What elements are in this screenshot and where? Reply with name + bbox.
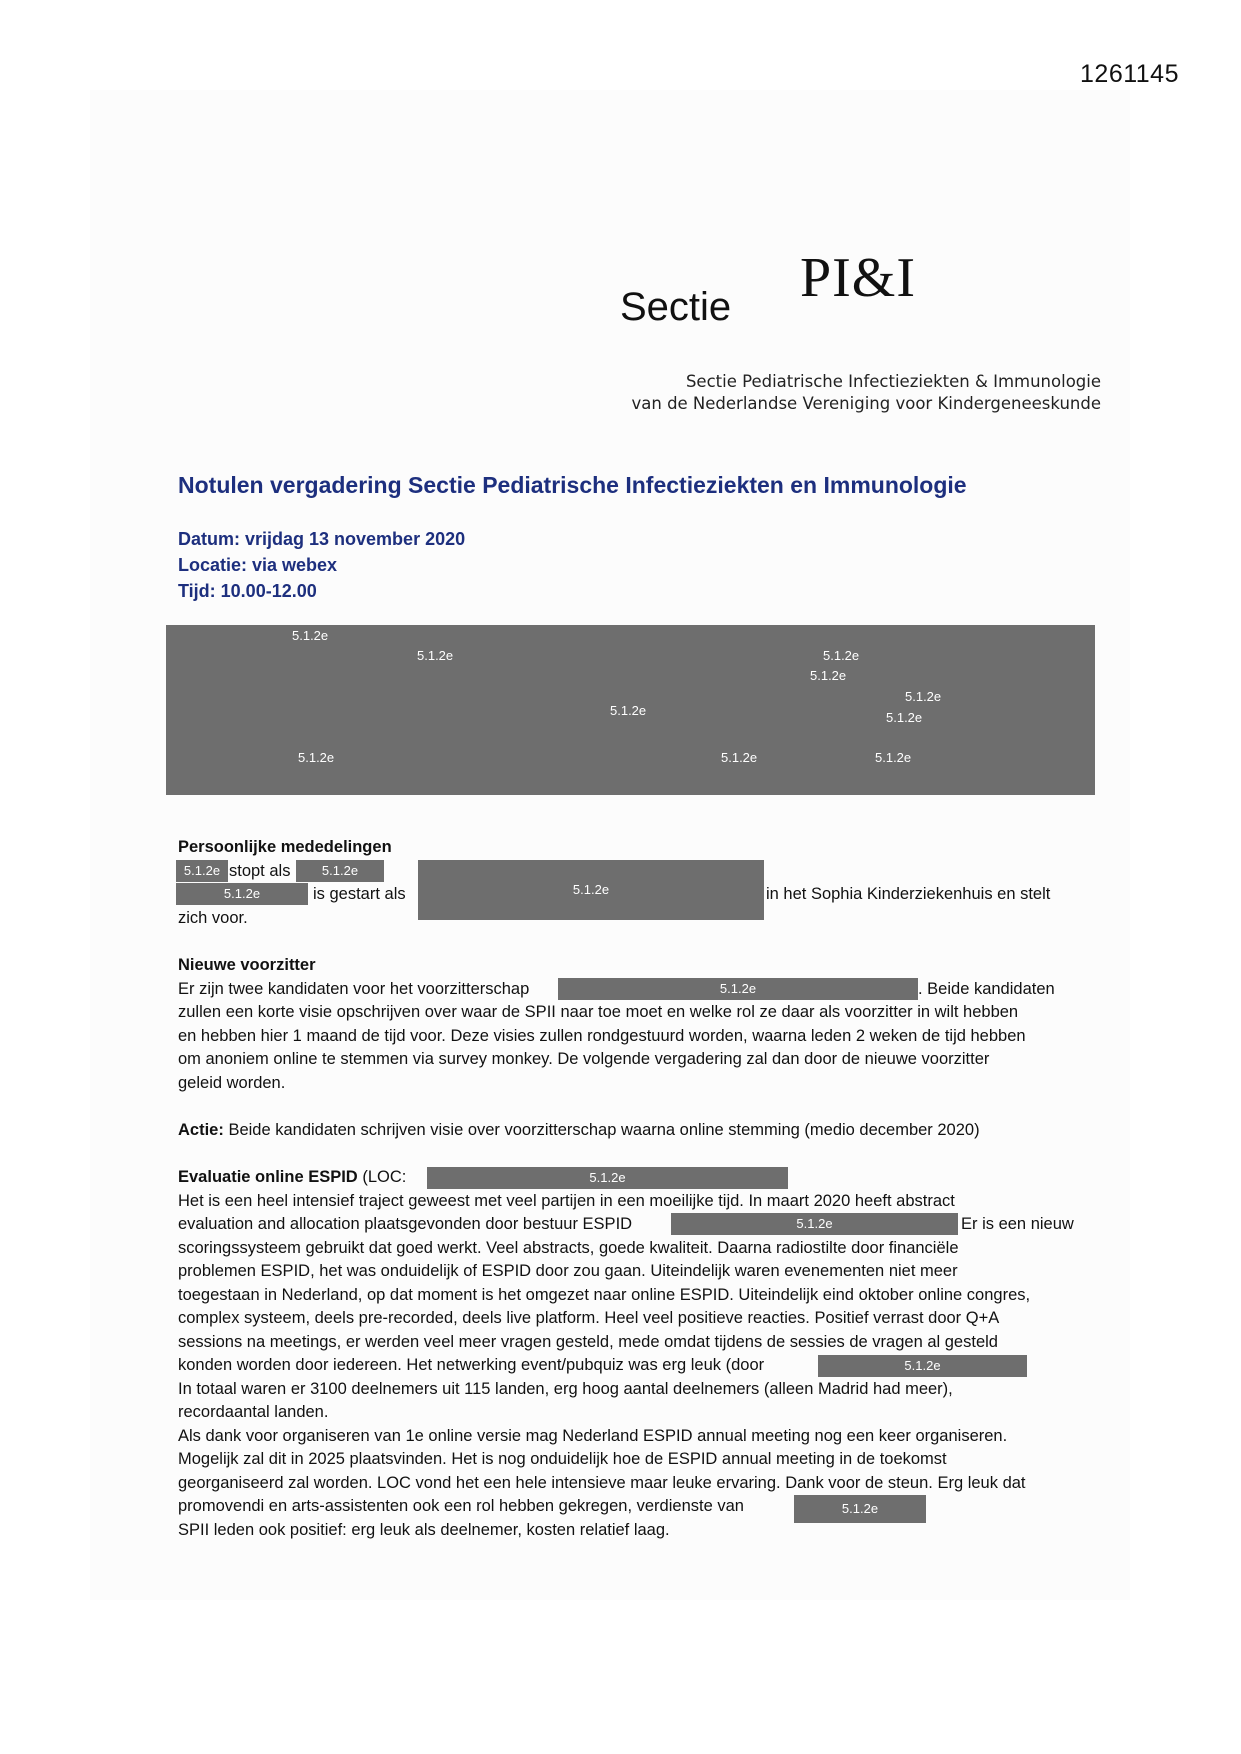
- voorzitter-line: en hebben hier 1 maand de tijd voor. Deze visies zullen rondgestuurd worden, waarna leden 2 weken de tijd hebben: [178, 1027, 1026, 1045]
- voorzitter-line1-post: . Beide kandidaten: [918, 980, 1055, 998]
- sectie-label: Sectie: [620, 285, 732, 329]
- redaction-box: 5.1.2e: [794, 1495, 926, 1523]
- espid-last-line: SPII leden ook positief: erg leuk als deelnemer, kosten relatief laag.: [178, 1521, 670, 1539]
- espid-line2-post: Er is een nieuw: [961, 1215, 1074, 1233]
- actie-line: [178, 1121, 980, 1140]
- voorzitter-line1-pre: Er zijn twee kandidaten voor het voorzitterschap: [178, 980, 530, 998]
- espid-pubquiz-line: konden worden door iedereen. Het netwerking event/pubquiz was erg leuk (door: [178, 1356, 765, 1374]
- text-sophia: in het Sophia Kinderziekenhuis en stelt: [766, 885, 1051, 903]
- redaction-box: 5.1.2e: [671, 1213, 958, 1235]
- loc-label: (LOC:: [362, 1168, 407, 1186]
- voorzitter-line: om anoniem online te stemmen via survey monkey. De volgende vergadering zal dan door de nieuwe voorzitter: [178, 1050, 990, 1068]
- section-heading-espid: Evaluatie online ESPID: [178, 1168, 358, 1186]
- espid-line: recordaantal landen.: [178, 1403, 329, 1421]
- espid-line: georganiseerd zal worden. LOC vond het een hele intensieve maar leuke ervaring. Dank voor de steun. Erg leuk dat: [178, 1474, 1026, 1492]
- redaction-box: 5.1.2e: [296, 860, 384, 882]
- redaction-box: 5.1.2e: [558, 978, 918, 1000]
- espid-line: Het is een heel intensief traject geweest met veel partijen in een moeilijke tijd. In maart 2020 heeft abstract: [178, 1192, 955, 1210]
- espid-line: scoringssysteem gebruikt dat goed werkt. Veel abstracts, goede kwaliteit. Daarna radiostilte door financiële: [178, 1239, 959, 1257]
- espid-line: toegestaan in Nederland, op dat moment is het omgezet naar online ESPID. Uiteindelijk eind oktober online congres,: [178, 1286, 1031, 1304]
- redaction-box: 5.1.2e: [427, 1167, 788, 1189]
- text-stopt-als: stopt als: [229, 862, 291, 880]
- actie-text: Beide kandidaten schrijven visie over voorzitterschap waarna online stemming (medio december 2020): [228, 1121, 980, 1139]
- voorzitter-line: zullen een korte visie opschrijven over waar de SPII naar toe moet en welke rol ze daar als voorzitter in wilt hebben: [178, 1003, 1019, 1021]
- redaction-code: 5.1.2e: [292, 628, 329, 643]
- espid-verdienste-line: promovendi en arts-assistenten ook een rol hebben gekregen, verdienste van: [178, 1497, 744, 1515]
- redaction-box: 5.1.2e: [418, 860, 764, 920]
- redacted-attendee-block: [166, 625, 1095, 795]
- redaction-box: 5.1.2e: [176, 860, 228, 882]
- redaction-code: 5.1.2e: [610, 703, 647, 718]
- espid-line: problemen ESPID, het was onduidelijk of ESPID door zou gaan. Uiteindelijk waren evenementen niet meer: [178, 1262, 958, 1280]
- document-number: 1261145: [1080, 60, 1179, 88]
- redaction-code: 5.1.2e: [810, 668, 847, 683]
- redaction-code: 5.1.2e: [823, 648, 860, 663]
- redaction-code: 5.1.2e: [875, 750, 912, 765]
- actie-label: Actie:: [178, 1121, 224, 1139]
- espid-line: Als dank voor organiseren van 1e online versie mag Nederland ESPID annual meeting nog een keer organiseren.: [178, 1427, 1008, 1445]
- meta-datum: Datum: vrijdag 13 november 2020: [178, 529, 466, 549]
- espid-line: complex systeem, deels pre-recorded, deels live platform. Heel veel positieve reacties. Positief verrast door Q+A: [178, 1309, 1000, 1327]
- meta-locatie: Locatie: via webex: [178, 555, 338, 575]
- section-heading-voorzitter: Nieuwe voorzitter: [178, 956, 316, 974]
- redaction-box: 5.1.2e: [176, 883, 308, 905]
- section-heading-persoonlijk: Persoonlijke mededelingen: [178, 838, 392, 856]
- redaction-code: 5.1.2e: [721, 750, 758, 765]
- espid-heading-line: [178, 1168, 406, 1187]
- text-zich-voor: zich voor.: [178, 909, 248, 927]
- redaction-code: 5.1.2e: [886, 710, 923, 725]
- redaction-box: 5.1.2e: [818, 1355, 1027, 1377]
- text-is-gestart-als: is gestart als: [313, 885, 406, 903]
- meta-tijd: Tijd: 10.00-12.00: [178, 581, 317, 601]
- org-name-line1: Sectie Pediatrische Infectieziekten & Immunologie: [685, 372, 1101, 391]
- voorzitter-line: geleid worden.: [178, 1074, 286, 1092]
- redaction-code: 5.1.2e: [417, 648, 454, 663]
- pii-logo: PI&I: [800, 247, 916, 309]
- redaction-code: 5.1.2e: [298, 750, 335, 765]
- org-name-line2: van de Nederlandse Vereniging voor Kindergeneeskunde: [631, 394, 1101, 413]
- page-title: Notulen vergadering Sectie Pediatrische Infectieziekten en Immunologie: [178, 472, 967, 498]
- espid-line: Mogelijk zal dit in 2025 plaatsvinden. Het is nog onduidelijk hoe de ESPID annual meeting in de toekomst: [178, 1450, 947, 1468]
- espid-line2-pre: evaluation and allocation plaatsgevonden door bestuur ESPID: [178, 1215, 633, 1233]
- espid-line: sessions na meetings, er werden veel meer vragen gesteld, mede omdat tijdens de sessies de vragen al gesteld: [178, 1333, 998, 1351]
- espid-line: In totaal waren er 3100 deelnemers uit 115 landen, erg hoog aantal deelnemers (alleen Madrid had meer),: [178, 1380, 953, 1398]
- redaction-code: 5.1.2e: [905, 689, 942, 704]
